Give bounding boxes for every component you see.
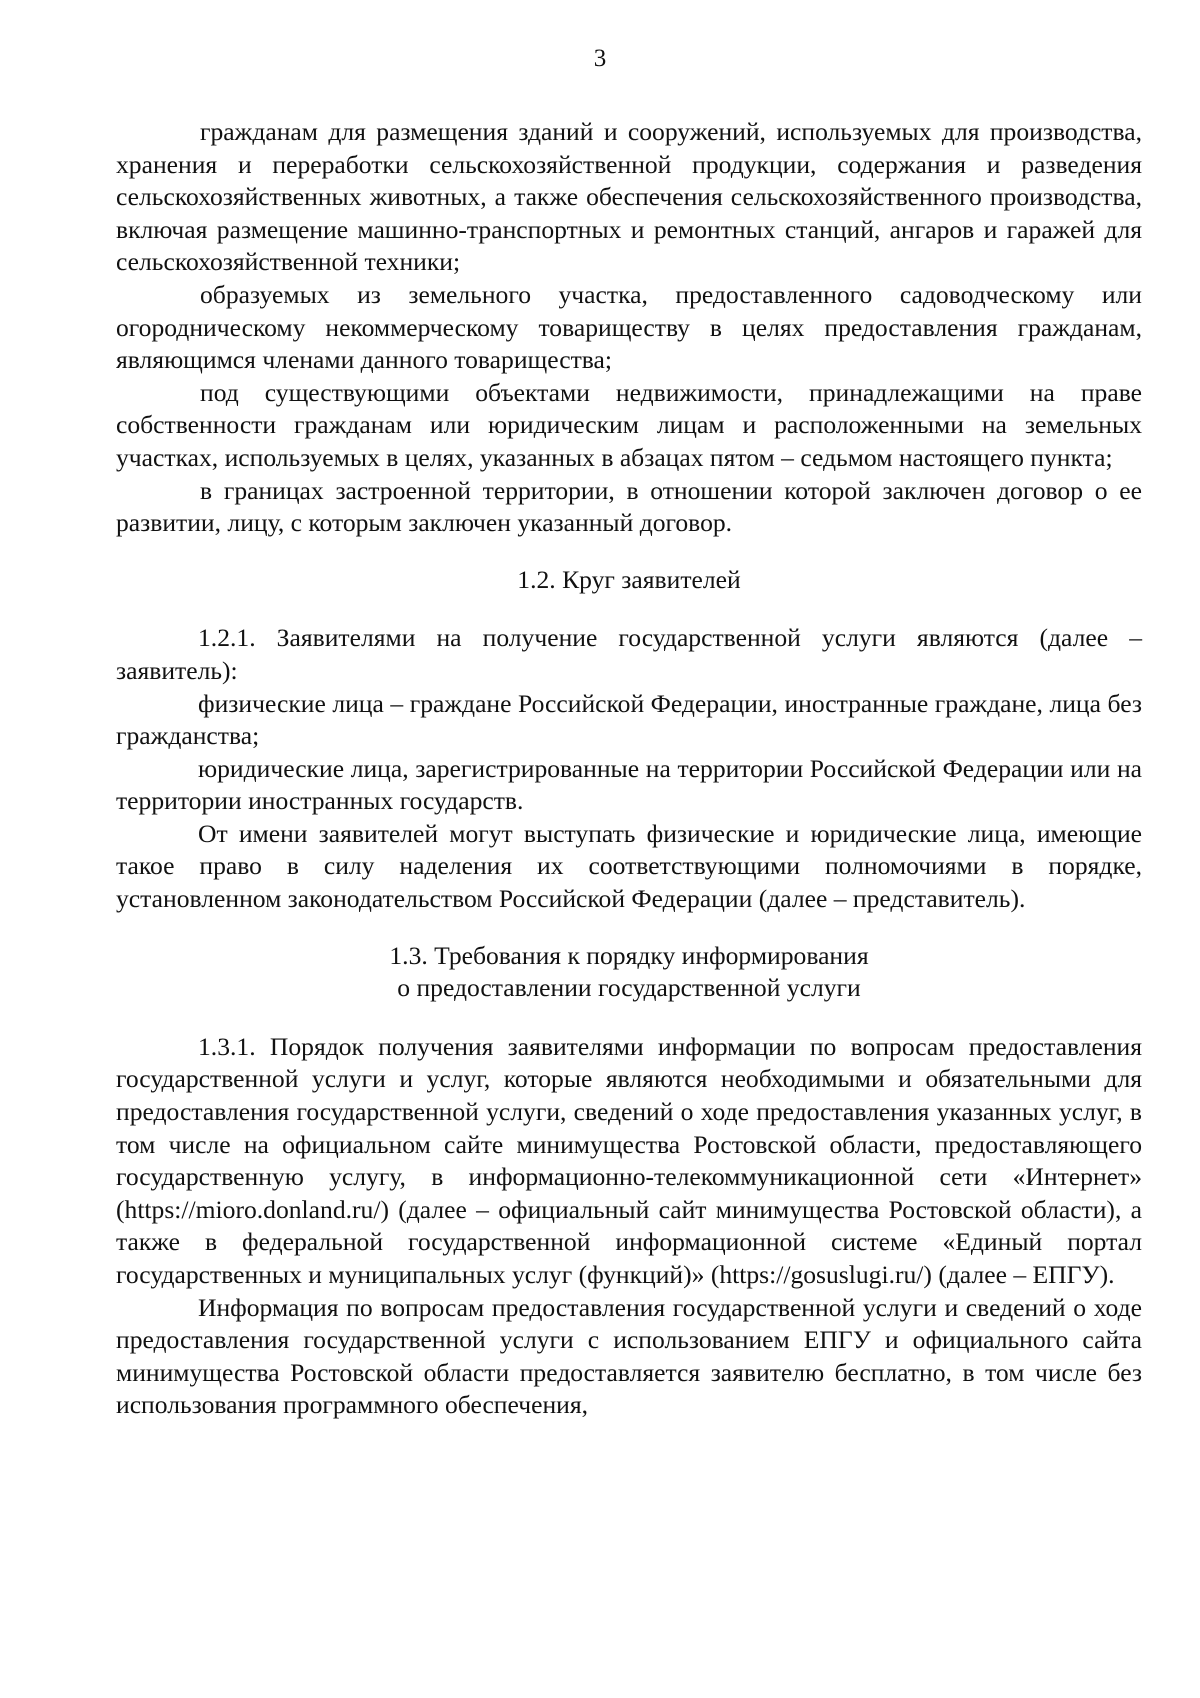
section-heading-1-3-line2: о предоставлении государственной услуги: [397, 973, 861, 1003]
spacer: [116, 1005, 1142, 1031]
paragraph-legal-entities: юридические лица, зарегистрированные на территории Российской Федерации или на территории иностранных государств.: [116, 753, 1142, 816]
paragraph-agricultural-land: гражданам для размещения зданий и сооружений, используемых для производства, хранения и переработки сельскохозяйственной продукции, содержания и разведения сельскохозяйственных животных, а также обеспечения сельскохозяйственного производства, включая размещение машинно-транспортных и ремонтных станций, ангаров и гаражей для сельскохозяйственной техники;: [116, 117, 1142, 277]
section-heading-1-3: [116, 940, 1142, 1005]
page-number: 3: [593, 45, 607, 72]
spacer: [116, 596, 1142, 622]
paragraph-garden-partnership: образуемых из земельного участка, предоставленного садоводческому или огородническому некоммерческому товариществу в целях предоставления гражданам, являющимся членами данного товарищества;: [116, 279, 1142, 375]
section-heading-1-2: 1.2. Круг заявителей: [517, 564, 741, 594]
paragraph-representatives: От имени заявителей могут выступать физические и юридические лица, имеющие такое право в силу наделения их соответствующими полномочиями в порядке, установленном законодательством Российской Федерации (далее – представитель).: [116, 818, 1142, 914]
paragraph-1-3-1: 1.3.1. Порядок получения заявителями информации по вопросам предоставления государственной услуги и услуг, которые являются необходимыми и обязательными для предоставления государственной услуги, сведений о ходе предоставления указанных услуг, в том числе на официальном сайте минимущества Ростовской области, предоставляющего государственную услугу, в информационно-телекоммуникационной сети «Интернет» (https://mioro.donland.ru/) (далее – официальный сайт минимущества Ростовской области), а также в федеральной государственной информационной системе «Единый портал государственных и муниципальных услуг (функций)» (https://gosuslugi.ru/) (далее – ЕПГУ).: [116, 1031, 1142, 1289]
paragraph-free-information: Информация по вопросам предоставления государственной услуги и сведений о ходе предоставления государственной услуги с использованием ЕПГУ и официального сайта минимущества Ростовской области предоставляется заявителю бесплатно, в том числе без использования программного обеспечения,: [116, 1292, 1142, 1420]
spacer: [116, 916, 1142, 940]
document-body: [116, 116, 1142, 1422]
spacer: [116, 540, 1142, 564]
paragraph-existing-real-estate: под существующими объектами недвижимости, принадлежащими на праве собственности гражданам или юридическим лицам и расположенными на земельных участках, используемых в целях, указанных в абзацах пятом – седьмом настоящего пункта;: [116, 377, 1142, 472]
section-heading-1-3-line1: 1.3. Требования к порядку информирования: [389, 940, 869, 970]
paragraph-individuals: физические лица – граждане Российской Федерации, иностранные граждане, лица без гражданства;: [116, 688, 1142, 751]
paragraph-1-2-1: 1.2.1. Заявителями на получение государственной услуги являются (далее – заявитель):: [116, 623, 1142, 685]
paragraph-built-up-territory: в границах застроенной территории, в отношении которой заключен договор о ее развитии, лицу, с которым заключен указанный договор.: [116, 475, 1142, 538]
